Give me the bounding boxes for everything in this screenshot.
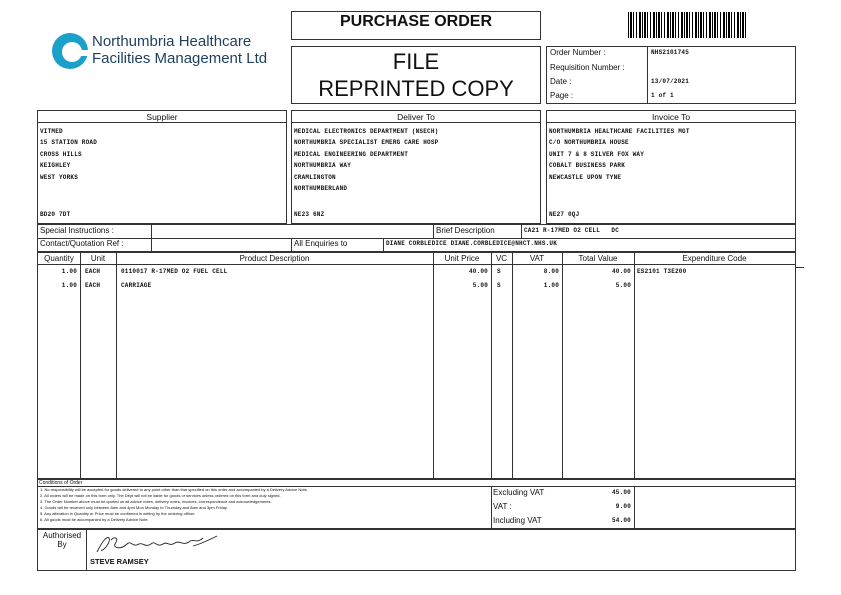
cell-total: 40.00 [611,268,631,275]
address-line: 15 STATION ROAD [40,139,98,147]
excl-vat-value: 45.00 [611,489,631,496]
supplier-address [40,126,97,183]
cell-unit-price: 5.00 [472,282,488,289]
conditions-heading: Conditions of Order [39,480,83,486]
cell-qty: 1.00 [61,282,77,289]
supplier-postcode: BD20 7DT [40,211,71,218]
enquiries-value: DIANE CORBLEDICE DIANE.CORBLEDICE@NHCT.NHS.UK [386,240,558,247]
address-line: COBALT BUSINESS PARK [549,162,626,170]
brief-description-label: Brief Description [436,226,495,235]
invoice-to-address [549,126,690,183]
brief-description-value: CA21 R-17MED O2 CELL DC [524,227,620,234]
authorised-label-2: By [57,540,67,549]
address-line: UNIT 7 & 8 SILVER FOX WAY [549,150,645,158]
company-logo [50,30,290,72]
invoice-to-heading: Invoice To [547,111,795,123]
conditions-list [40,487,490,523]
excl-vat-label: Excluding VAT [493,488,545,497]
vat-value: 9.00 [615,503,631,510]
address-line: MEDICAL ELECTRONICS DEPARTMENT (NSECH) [294,128,439,135]
cell-description: 0110017 R-17MED O2 FUEL CELL [121,268,228,275]
cell-vat: 8.00 [543,268,559,275]
col-header-quantity: Quantity [44,254,74,263]
deliver-to-address [294,126,438,194]
order-info-box [546,46,796,104]
logo-mark-icon [50,31,90,71]
page-title: PURCHASE ORDER [339,13,492,30]
incl-vat-label: Including VAT [493,516,542,525]
company-name-line1: Northumbria Healthcare [92,33,252,50]
address-line: C/O NORTHUMBRIA HOUSE [549,139,629,147]
signature [93,532,223,558]
barcode [628,12,746,38]
address-line: NORTHUMBRIA SPECIALIST EMERG CARE HOSP [294,139,439,147]
col-header-unit: Unit [90,254,106,263]
col-header-total: Total Value [578,254,618,263]
condition-item: 3. The Order Number above must be quoted on all advice notes, delivery notes, invoices, correspondence and acknowledgements. [40,499,272,504]
cell-total: 5.00 [615,282,631,289]
cell-vc: S [497,282,501,289]
invoice-to-postcode: NE27 0QJ [549,211,580,218]
col-header-unit-price: Unit Price [444,254,480,263]
date-label: Date : [550,77,572,86]
authorised-box [37,529,796,571]
table-top-rule [796,267,804,268]
condition-item: 2. All orders will be made on this form only. The Dept will not be liable for goods or services unless ordered on this form and duly signed. [40,493,281,498]
requisition-label: Requisition Number : [550,63,625,72]
deliver-to-box [291,110,541,224]
cell-vc: S [497,268,501,275]
cell-expenditure-code: ES2101 T3E200 [637,268,687,275]
address-line: CRAMLINGTON [294,173,336,181]
authorised-label-1: Authorised [42,531,82,540]
authoriser-name: STEVE RAMSEY [90,557,149,566]
condition-item: 6. All goods must be accompanied by a Delivery Advice Note. [40,517,149,522]
address-line: CROSS HILLS [40,150,82,158]
address-line: MEDICAL ENGINEERING DEPARTMENT [294,150,409,158]
file-label: FILE [392,49,440,74]
address-line: NORTHUMBRIA WAY [294,162,352,170]
file-copy-box [291,46,541,104]
address-line: NEWCASTLE UPON TYNE [549,173,622,181]
supplier-heading: Supplier [38,111,286,123]
page-label: Page : [550,91,574,100]
instructions-rows [37,224,796,252]
address-line: VITMED [40,128,63,135]
cell-unit-price: 40.00 [468,268,488,275]
items-table [37,252,796,479]
title-box [291,11,541,40]
condition-item: 1. No responsibility will be accepted for goods delivered to any point other than that specified on this order and accompanied by a Delivery Advice Note. [40,487,308,492]
order-number-label: Order Number : [550,48,606,57]
cell-qty: 1.00 [61,268,77,275]
conditions-box [37,479,796,529]
cell-unit: EACH [85,268,101,275]
contact-label: Contact/Quotation Ref : [40,239,124,248]
cell-unit: EACH [85,282,101,289]
address-line: NORTHUMBRIA HEALTHCARE FACILITIES MGT [549,128,690,135]
special-instructions-label: Special Instructions : [40,226,114,235]
col-header-description: Product Description [239,254,310,263]
address-line: NORTHUMBERLAND [294,184,348,192]
condition-item: 4. Goods will be received only between 8am and 4pm Mon Monday to Thursday and 8am and 3pm Friday. [40,505,228,510]
supplier-box [37,110,287,224]
col-header-vat: VAT [529,254,545,263]
deliver-to-heading: Deliver To [292,111,540,123]
deliver-to-postcode: NE23 6NZ [294,211,325,218]
cell-vat: 1.00 [543,282,559,289]
col-header-vc: VC [495,254,508,263]
order-number-value: NHS2101745 [651,49,690,56]
cell-description: CARRIAGE [121,282,152,289]
address-line: KEIGHLEY [40,162,71,170]
reprinted-label: REPRINTED COPY [318,76,514,101]
invoice-to-box [546,110,796,224]
date-value: 13/07/2021 [651,78,690,85]
vat-label: VAT : [493,502,512,511]
condition-item: 5. Any alteration in Quantity or Price must be confirmed in writing by the ordering officer. [40,511,196,516]
address-line: WEST YORKS [40,173,79,181]
col-header-expenditure-code: Expenditure Code [682,254,747,263]
page-value: 1 of 1 [651,92,674,99]
company-name-line2: Facilities Management Ltd [92,50,268,67]
enquiries-label: All Enquiries to [294,239,348,248]
incl-vat-value: 54.00 [611,517,631,524]
